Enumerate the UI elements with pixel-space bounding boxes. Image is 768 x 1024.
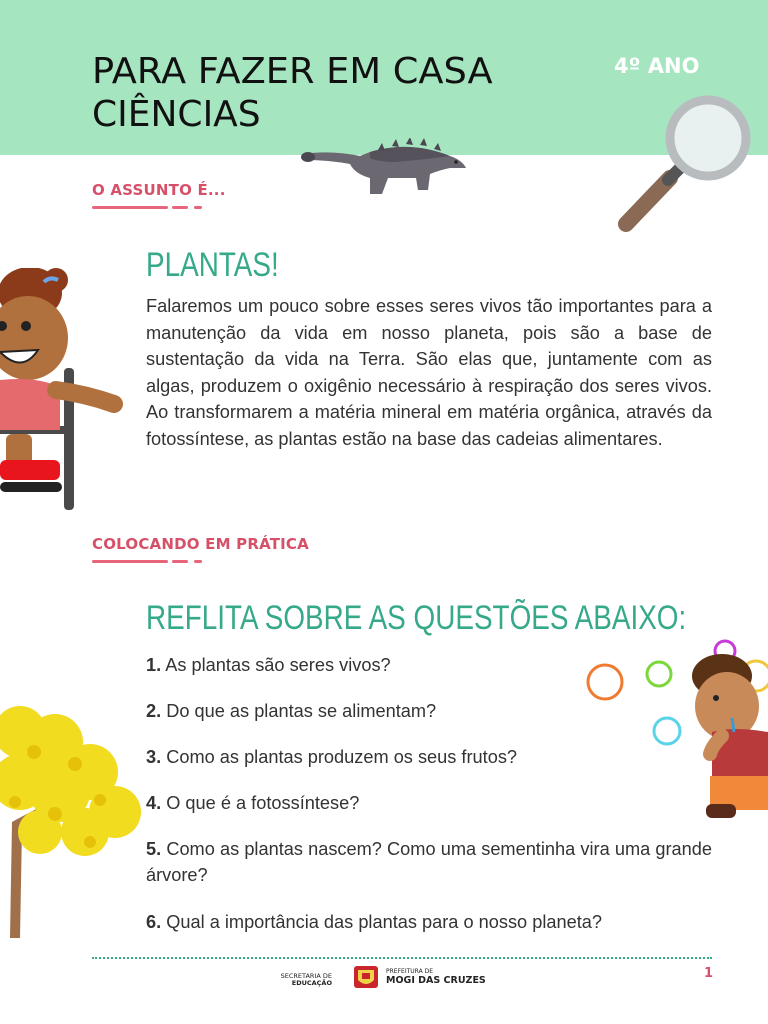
yellow-tree-illustration: [0, 702, 145, 942]
section-divider: [194, 560, 202, 563]
footer-divider: [92, 957, 712, 959]
topic-paragraph: Falaremos um pouco sobre esses seres vivos tão importantes para a manutenção da vida em nosso planeta, pois são a base de sustentação da vida na Terra. São elas que, juntamente com as algas, produzem o oxigênio necessário à respiração dos seres vivos. Ao transformarem a matéria mineral em matéria orgânica, através da fotossíntese, as plantas estão na base das cadeias alimentares.: [146, 296, 712, 449]
question-item: 2. Do que as plantas se alimentam?: [146, 701, 437, 721]
section-divider: [194, 206, 202, 209]
question-item: 1. As plantas são seres vivos?: [146, 655, 391, 675]
question-item: 5. Como as plantas nascem? Como uma sementinha vira uma grande árvore?: [146, 839, 712, 885]
page-title: PARA FAZER EM CASA: [92, 51, 493, 92]
section-label-practice: COLOCANDO EM PRÁTICA: [92, 535, 309, 553]
question-item: 6. Qual a importância das plantas para o nosso planeta?: [146, 912, 603, 932]
dinosaur-illustration: [300, 138, 470, 200]
topic-heading: PLANTAS!: [146, 246, 279, 284]
subject-title: CIÊNCIAS: [92, 94, 261, 135]
girl-wheelchair-illustration: [0, 268, 125, 513]
section-label-subject: O ASSUNTO É...: [92, 181, 226, 199]
prefeitura-label: PREFEITURA DE MOGI DAS CRUZES: [386, 968, 486, 986]
section-divider: [172, 206, 188, 209]
magnifying-glass-illustration: [612, 92, 758, 238]
section-divider: [92, 206, 168, 209]
grade-label: 4º ANO: [614, 54, 700, 78]
city-seal-icon: [350, 964, 382, 990]
section-divider: [92, 560, 168, 563]
questions-heading: REFLITA SOBRE AS QUESTÕES ABAIXO:: [146, 599, 687, 637]
page-number: 1: [704, 966, 714, 981]
section-divider: [172, 560, 188, 563]
question-item: 4. O que é a fotossíntese?: [146, 793, 360, 813]
boy-bubbles-illustration: [582, 636, 768, 826]
question-item: 3. Como as plantas produzem os seus frutos?: [146, 747, 518, 767]
secretaria-label: SECRETARIA DE EDUCAÇÃO: [280, 972, 332, 988]
